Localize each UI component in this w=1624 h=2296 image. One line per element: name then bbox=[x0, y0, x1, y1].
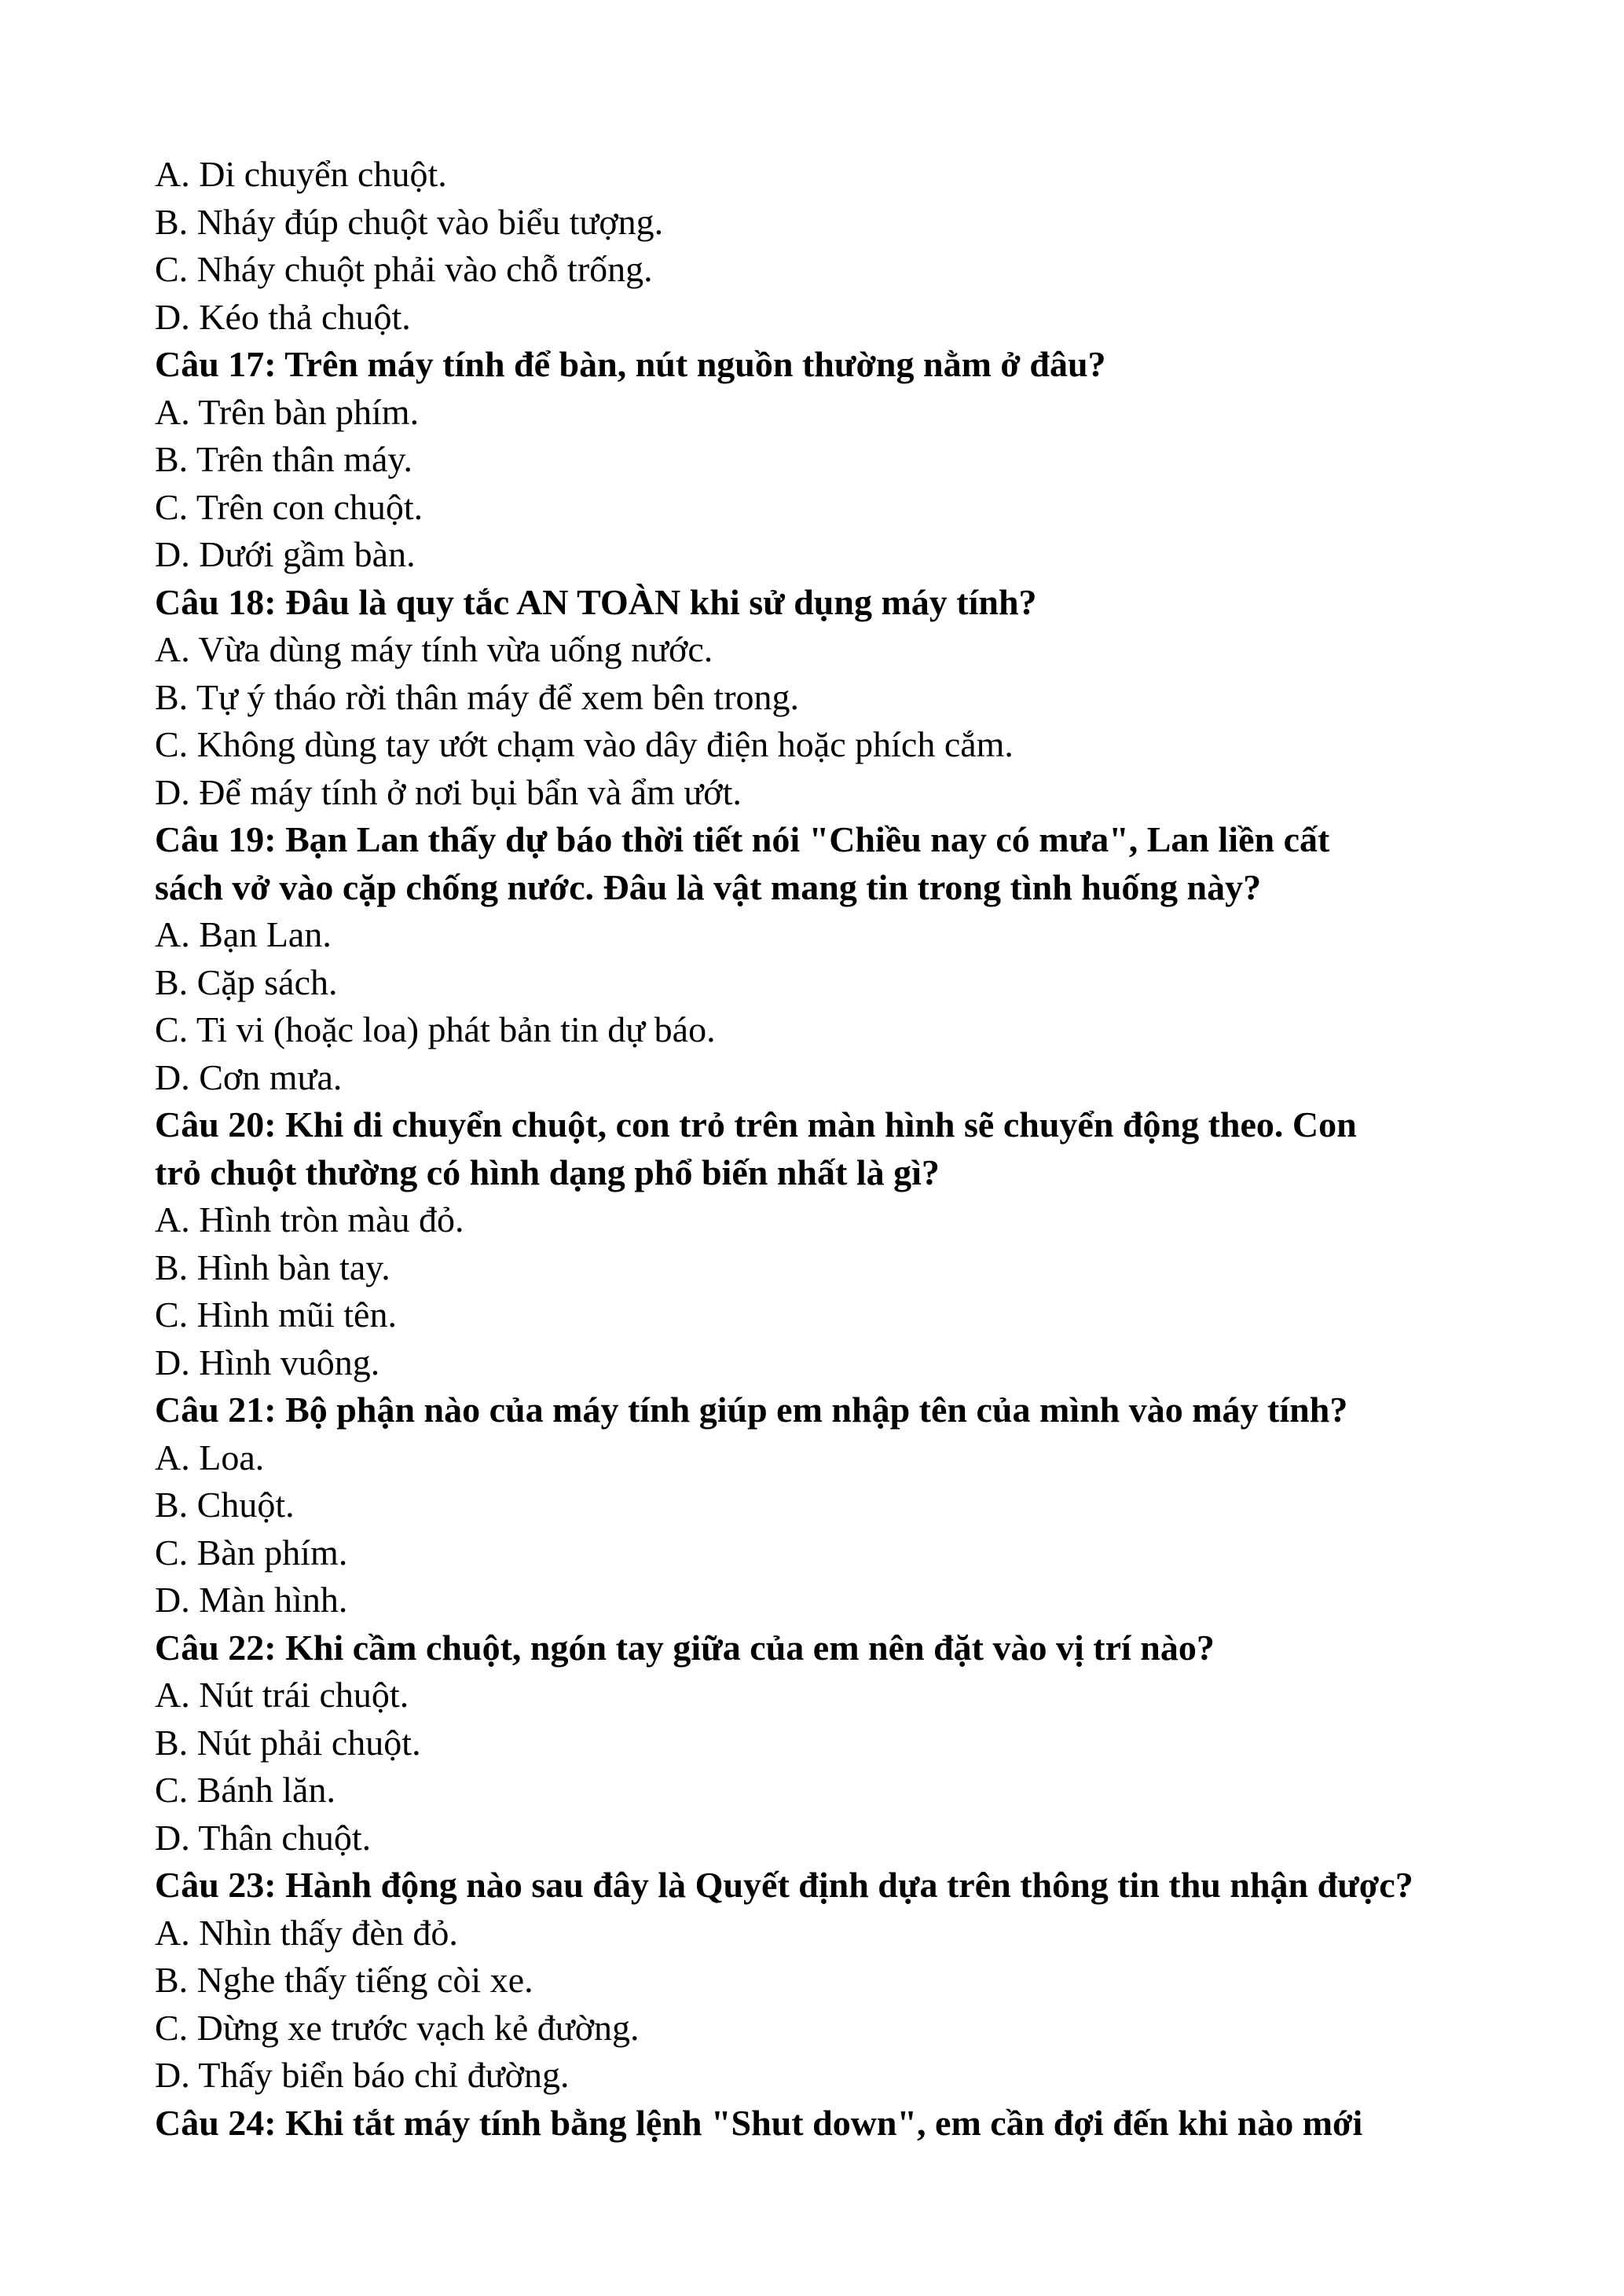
answer-option-line: C. Dừng xe trước vạch kẻ đường. bbox=[155, 2007, 640, 2048]
question-text-line: Câu 24: Khi tắt máy tính bằng lệnh "Shut down", em cần đợi đến khi nào mới bbox=[155, 2102, 1363, 2143]
answer-option-line: A. Hình tròn màu đỏ. bbox=[155, 1199, 464, 1240]
answer-option-line: C. Không dùng tay ướt chạm vào dây điện hoặc phích cắm. bbox=[155, 724, 1014, 764]
answer-option-line: B. Trên thân máy. bbox=[155, 439, 412, 479]
answer-option-line: B. Cặp sách. bbox=[155, 961, 338, 1002]
answer-option-line: D. Để máy tính ở nơi bụi bẩn và ẩm ướt. bbox=[155, 771, 742, 812]
answer-option-line: D. Dưới gầm bàn. bbox=[155, 534, 416, 574]
question-text-line: trỏ chuột thường có hình dạng phổ biến nhất là gì? bbox=[155, 1152, 940, 1192]
question-text-line: Câu 20: Khi di chuyển chuột, con trỏ trên màn hình sẽ chuyển động theo. Con bbox=[155, 1104, 1357, 1144]
answer-option-line: C. Nháy chuột phải vào chỗ trống. bbox=[155, 249, 653, 289]
answer-option-line: A. Trên bàn phím. bbox=[155, 391, 420, 432]
answer-option-line: D. Thấy biển báo chỉ đường. bbox=[155, 2055, 570, 2095]
answer-option-line: D. Thân chuột. bbox=[155, 1817, 372, 1858]
answer-option-line: D. Cơn mưa. bbox=[155, 1056, 343, 1097]
answer-option-line: C. Bàn phím. bbox=[155, 1532, 348, 1573]
answer-option-line: D. Kéo thả chuột. bbox=[155, 296, 411, 337]
document-page bbox=[155, 151, 1506, 2147]
answer-option-line: A. Loa. bbox=[155, 1437, 265, 1478]
question-text-line: Câu 17: Trên máy tính để bàn, nút nguồn thường nằm ở đâu? bbox=[155, 344, 1106, 384]
question-text-line: sách vở vào cặp chống nước. Đâu là vật mang tin trong tình huống này? bbox=[155, 866, 1262, 907]
answer-option-line: C. Trên con chuột. bbox=[155, 486, 423, 527]
question-text-line: Câu 21: Bộ phận nào của máy tính giúp em nhập tên của mình vào máy tính? bbox=[155, 1390, 1348, 1430]
answer-option-line: A. Nhìn thấy đèn đỏ. bbox=[155, 1912, 458, 1953]
question-text-line: Câu 22: Khi cầm chuột, ngón tay giữa của em nên đặt vào vị trí nào? bbox=[155, 1627, 1215, 1668]
answer-option-line: B. Chuột. bbox=[155, 1485, 295, 1525]
answer-option-line: A. Di chuyển chuột. bbox=[155, 154, 447, 194]
answer-option-line: A. Vừa dùng máy tính vừa uống nước. bbox=[155, 629, 713, 669]
answer-option-line: C. Bánh lăn. bbox=[155, 1770, 335, 1810]
answer-option-line: B. Hình bàn tay. bbox=[155, 1247, 390, 1287]
answer-option-line: B. Nháy đúp chuột vào biểu tượng. bbox=[155, 201, 664, 242]
question-text-line: Câu 19: Bạn Lan thấy dự báo thời tiết nói "Chiều nay có mưa", Lan liền cất bbox=[155, 819, 1330, 859]
question-text-line: Câu 18: Đâu là quy tắc AN TOÀN khi sử dụng máy tính? bbox=[155, 581, 1037, 622]
answer-option-line: B. Tự ý tháo rời thân máy để xem bên trong. bbox=[155, 676, 800, 717]
answer-option-line: A. Nút trái chuột. bbox=[155, 1675, 409, 1715]
question-text-line: Câu 23: Hành động nào sau đây là Quyết định dựa trên thông tin thu nhận được? bbox=[155, 1865, 1413, 1905]
answer-option-line: B. Nút phải chuột. bbox=[155, 1722, 421, 1763]
answer-option-line: D. Hình vuông. bbox=[155, 1342, 380, 1382]
answer-option-line: D. Màn hình. bbox=[155, 1580, 348, 1620]
answer-option-line: B. Nghe thấy tiếng còi xe. bbox=[155, 1960, 533, 2000]
answer-option-line: C. Hình mũi tên. bbox=[155, 1294, 397, 1335]
answer-option-line: A. Bạn Lan. bbox=[155, 914, 332, 954]
answer-option-line: C. Ti vi (hoặc loa) phát bản tin dự báo. bbox=[155, 1009, 716, 1049]
